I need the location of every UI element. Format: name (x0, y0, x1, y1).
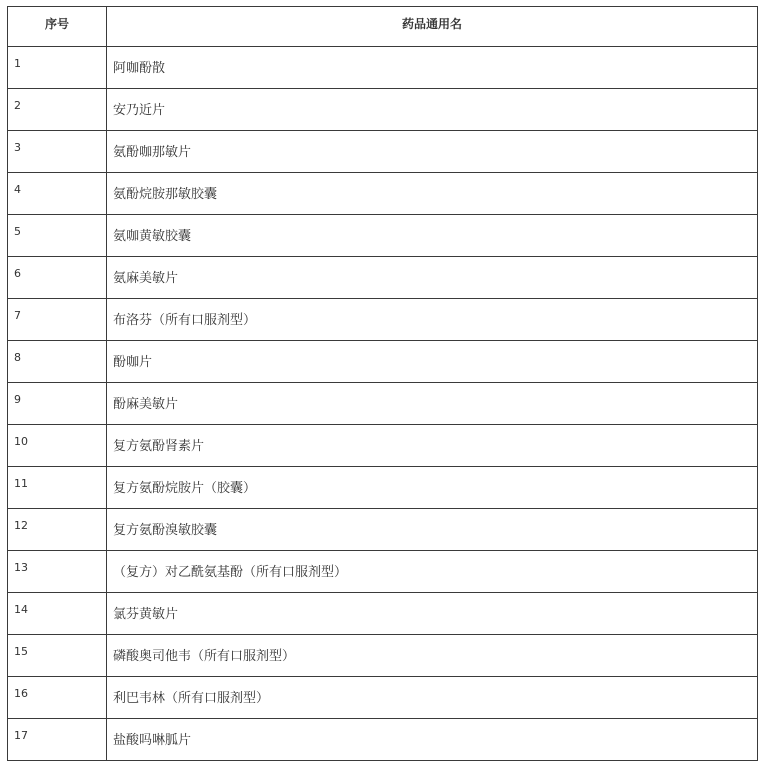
row-drug-name: 利巴韦林（所有口服剂型） (107, 677, 758, 719)
table-row (8, 551, 758, 593)
row-drug-name: 氨咖黄敏胶囊 (107, 215, 758, 257)
table-row (8, 677, 758, 719)
row-index: 7 (8, 299, 107, 341)
row-drug-name: 氯芬黄敏片 (107, 593, 758, 635)
row-index: 2 (8, 89, 107, 131)
row-index: 3 (8, 131, 107, 173)
table-row (8, 131, 758, 173)
row-drug-name: 复方氨酚烷胺片（胶囊） (107, 467, 758, 509)
table-row (8, 47, 758, 89)
row-index: 1 (8, 47, 107, 89)
row-index: 15 (8, 635, 107, 677)
row-drug-name: 盐酸吗啉胍片 (107, 719, 758, 761)
row-drug-name: 氨酚咖那敏片 (107, 131, 758, 173)
table-row (8, 299, 758, 341)
row-index: 16 (8, 677, 107, 719)
row-index: 17 (8, 719, 107, 761)
table-row (8, 257, 758, 299)
table-header (8, 7, 758, 47)
table-row (8, 383, 758, 425)
row-index: 14 (8, 593, 107, 635)
header-row (8, 7, 758, 47)
row-drug-name: 氨酚烷胺那敏胶囊 (107, 173, 758, 215)
table-row (8, 215, 758, 257)
row-drug-name: 布洛芬（所有口服剂型） (107, 299, 758, 341)
row-index: 8 (8, 341, 107, 383)
header-index: 序号 (8, 7, 107, 47)
row-drug-name: 酚麻美敏片 (107, 383, 758, 425)
table-row (8, 593, 758, 635)
table-row (8, 425, 758, 467)
row-drug-name: 酚咖片 (107, 341, 758, 383)
row-drug-name: 安乃近片 (107, 89, 758, 131)
table-row (8, 635, 758, 677)
row-index: 11 (8, 467, 107, 509)
table-row (8, 719, 758, 761)
table-row (8, 89, 758, 131)
header-drug-name: 药品通用名 (107, 7, 758, 47)
row-index: 12 (8, 509, 107, 551)
row-index: 4 (8, 173, 107, 215)
table-body (8, 47, 758, 761)
row-index: 13 (8, 551, 107, 593)
table-row (8, 173, 758, 215)
row-drug-name: 复方氨酚肾素片 (107, 425, 758, 467)
row-index: 6 (8, 257, 107, 299)
row-index: 10 (8, 425, 107, 467)
row-drug-name: （复方）对乙酰氨基酚（所有口服剂型） (107, 551, 758, 593)
row-drug-name: 复方氨酚溴敏胶囊 (107, 509, 758, 551)
table-row (8, 467, 758, 509)
row-drug-name: 氨麻美敏片 (107, 257, 758, 299)
row-index: 5 (8, 215, 107, 257)
row-index: 9 (8, 383, 107, 425)
table-row (8, 341, 758, 383)
row-drug-name: 阿咖酚散 (107, 47, 758, 89)
table-row (8, 509, 758, 551)
row-drug-name: 磷酸奥司他韦（所有口服剂型） (107, 635, 758, 677)
drug-table (7, 6, 758, 761)
